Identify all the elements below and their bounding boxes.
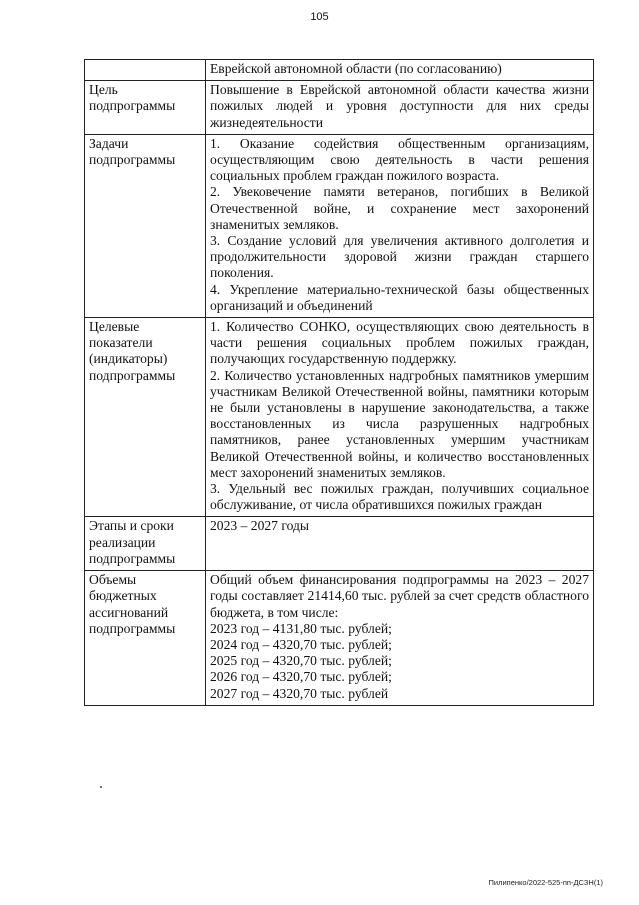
document-code: Пилипенко/2022-525-пп-ДСЗН(1) (488, 878, 603, 887)
content-line: 2. Количество установленных надгробных памятников умершим участникам Великой Отечественной войны, памятники которым не были установлены в нарушение законодательства, а также восстановленных из числа разрушенных надгробных памятников, ранее установленных умершим участникам Великой Отечественной войны, и количество восстановленных мест захоронений знаменитых земляков. (210, 367, 589, 480)
subprogram-passport-table (84, 59, 594, 706)
row-content (206, 134, 594, 317)
row-label: Задачи подпрограммы (85, 134, 206, 317)
table-row (85, 318, 594, 517)
row-label: Цель подпрограммы (85, 81, 206, 135)
row-content (206, 571, 594, 706)
content-line: Еврейской автономной области (по согласованию) (210, 61, 502, 76)
table-row (85, 134, 594, 317)
row-label: Целевые показатели (индикаторы) подпрограммы (85, 318, 206, 517)
row-content (206, 318, 594, 517)
row-label: Этапы и сроки реализации подпрограммы (85, 517, 206, 571)
content-line: 1. Количество СОНКО, осуществляющих свою деятельность в части решения социальных проблем пожилых граждан, получающих государственную поддержку. (210, 319, 589, 367)
row-content (206, 60, 594, 81)
content-line: 2. Увековечение памяти ветеранов, погибших в Великой Отечественной войне, и сохранение мест захоронений знаменитых земляков. (210, 184, 589, 232)
row-label (85, 60, 206, 81)
content-line: Повышение в Еврейской автономной области качества жизни пожилых людей и уровня доступности для них среды жизнедеятельности (210, 82, 589, 130)
content-line: 4. Укрепление материально-технической базы общественных организаций и объединений (210, 281, 589, 313)
row-label: Объемы бюджетных ассигнований подпрограммы (85, 571, 206, 706)
content-line: 2025 год – 4320,70 тыс. рублей; (210, 653, 392, 669)
table-row (85, 81, 594, 135)
content-line: 3. Удельный вес пожилых граждан, получивших социальное обслуживание, от числа обратившихся пожилых граждан (210, 481, 589, 513)
content-line: 2024 год – 4320,70 тыс. рублей; (210, 636, 392, 652)
row-content (206, 517, 594, 571)
content-line: 1. Оказание содействия общественным организациям, осуществляющим свою деятельность в части решения социальных проблем граждан пожилого возраста. (210, 135, 589, 184)
content-line: 2023 год – 4131,80 тыс. рублей; (210, 620, 392, 636)
content-line: Общий объем финансирования подпрограммы на 2023 – 2027 годы составляет 21414,60 тыс. рублей за счет средств областного бюджета, в том числе: (210, 572, 589, 620)
content-line: 3. Создание условий для увеличения активного долголетия и продолжительности здоровой жизни граждан старшего поколения. (210, 233, 589, 281)
content-line: 2026 год – 4320,70 тыс. рублей; (210, 669, 392, 685)
table-row (85, 571, 594, 706)
table-row (85, 60, 594, 81)
content-line: 2023 – 2027 годы (210, 518, 310, 534)
page-number: 105 (310, 11, 329, 23)
stray-mark (100, 786, 102, 788)
content-line: 2027 год – 4320,70 тыс. рублей (210, 685, 389, 701)
table-row (85, 517, 594, 571)
row-content (206, 81, 594, 135)
